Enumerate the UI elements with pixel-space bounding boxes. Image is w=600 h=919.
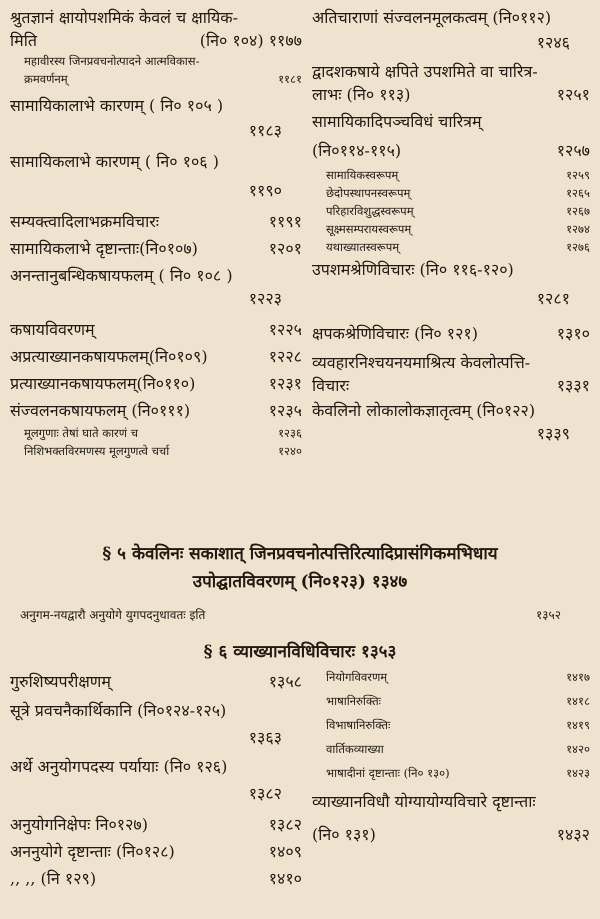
index-entry bbox=[312, 184, 590, 202]
entry-title: (नि०११४-११५) bbox=[312, 141, 402, 160]
index-entry bbox=[10, 119, 302, 142]
entry-page-number: १२०१ bbox=[268, 239, 302, 258]
entry-page-number: १२२३ bbox=[248, 289, 282, 308]
entry-page-number: १२३१ bbox=[268, 374, 302, 393]
entry-title: कषायविवरणम् bbox=[10, 320, 95, 339]
entry-page-number: १३३१ bbox=[556, 376, 590, 395]
entry-page-number: ११९१ bbox=[268, 212, 302, 231]
entry-title: सामायिकालाभे कारणम् ( नि० १०५ ) bbox=[10, 96, 224, 115]
entry-title: क्षपकश्रेणिविचारः (नि० १२१) bbox=[312, 324, 478, 343]
entry-title: गुरुशिष्यपरीक्षणम् bbox=[10, 672, 111, 691]
index-entry bbox=[10, 287, 302, 310]
index-entry bbox=[312, 83, 590, 106]
entry-page-number: १३६३ bbox=[248, 728, 282, 747]
entry-page-number: १२६७ bbox=[566, 204, 590, 218]
entry-page-number: १४३२ bbox=[556, 825, 590, 844]
entry-title: यथाख्यातस्वरूपम् bbox=[326, 240, 400, 254]
index-entry bbox=[10, 264, 302, 287]
entry-title: अनन्तानुबन्धिकषायफलम् ( नि० १०८ ) bbox=[10, 266, 233, 285]
entry-page-number: १३८२ bbox=[268, 815, 302, 834]
entry-page-number: १२२८ bbox=[268, 347, 302, 366]
index-entry bbox=[312, 110, 590, 133]
entry-page-number: १३१० bbox=[556, 324, 590, 343]
entry-page-number: १३३९ bbox=[536, 424, 570, 443]
index-entry bbox=[312, 287, 590, 310]
left-column-bottom bbox=[10, 670, 302, 890]
entry-page-number: १२२५ bbox=[268, 320, 302, 339]
index-entry bbox=[10, 699, 302, 722]
entry-page-number: १३८२ bbox=[248, 784, 282, 803]
entry-title: अर्थे अनुयोगपदस्य पर्यायाः (नि० १२६) bbox=[10, 757, 228, 776]
index-entry bbox=[312, 238, 590, 256]
entry-page-number: ११८३ bbox=[248, 121, 282, 140]
index-entry bbox=[312, 399, 590, 422]
entry-title: सामायिकलाभे कारणम् ( नि० १०६ ) bbox=[10, 152, 219, 171]
entry-title: सम्यक्त्वादिलाभक्रमविचारः bbox=[10, 212, 160, 231]
index-entry bbox=[312, 351, 590, 374]
entry-title: ,, ,, (नि १२९) bbox=[10, 869, 97, 888]
entry-title: सूत्रे प्रवचनैकार्थिकानि (नि०१२४-१२५) bbox=[10, 701, 227, 720]
entry-page-number: १४१७ bbox=[566, 670, 590, 684]
entry-page-number: १४२३ bbox=[566, 766, 590, 780]
entry-page-number: १२८१ bbox=[536, 289, 570, 308]
index-entry bbox=[10, 726, 302, 749]
entry-page-number: १४२० bbox=[566, 742, 590, 756]
section-5-sub-text: अनुगम-नयद्वारौ अनुयोगे युगपदनुधावतः इति bbox=[20, 608, 206, 622]
entry-title: अनुयोगनिक्षेपः नि०१२७) bbox=[10, 815, 148, 834]
index-entry bbox=[10, 52, 302, 70]
index-entry bbox=[312, 31, 590, 54]
entry-title: सामायिकलाभे दृष्टान्ताः(नि०१०७) bbox=[10, 239, 198, 258]
entry-title: सामायिकादिपञ्चविधं चारित्रम् bbox=[312, 112, 482, 131]
entry-page-number: १२३६ bbox=[278, 426, 302, 440]
entry-title: भाषादीनां दृष्टान्ताः (नि० १३०) bbox=[326, 766, 450, 780]
entry-page-number: १२५१ bbox=[556, 85, 590, 104]
section-5-heading-line1: § ५ केवलिनः सकाशात् जिनप्रवचनोत्पत्तिरित्यादिप्रासंगिकमभिधाय bbox=[102, 544, 498, 564]
entry-title: अननुयोगे दृष्टान्ताः (नि०१२८) bbox=[10, 842, 175, 861]
entry-page-number: १३५८ bbox=[268, 672, 302, 691]
index-entry bbox=[312, 322, 590, 345]
entry-title: निशिभक्तविरमणस्य मूलगुणत्वे चर्चा bbox=[24, 444, 170, 458]
index-entry bbox=[312, 668, 590, 686]
entry-page-number: १४०९ bbox=[268, 842, 302, 861]
entry-title: विभाषानिरुक्तिः bbox=[326, 718, 391, 732]
index-entry bbox=[312, 740, 590, 758]
entry-title: उपशमश्रेणिविचारः (नि० ११६-१२०) bbox=[312, 260, 514, 279]
entry-title: वार्तिकव्याख्या bbox=[326, 742, 384, 756]
entry-title: भाषानिरुक्तिः bbox=[326, 694, 381, 708]
entry-title: लाभः (नि० ११३) bbox=[312, 85, 411, 104]
index-entry bbox=[10, 150, 302, 173]
entry-page-number: ११९० bbox=[248, 181, 282, 200]
index-entry bbox=[312, 692, 590, 710]
entry-page-number: १२४० bbox=[278, 444, 302, 458]
index-entry bbox=[10, 867, 302, 890]
index-entry bbox=[312, 6, 590, 29]
entry-page-number: १२७४ bbox=[566, 222, 590, 236]
entry-title: सूक्ष्मसम्परायस्वरूपम् bbox=[326, 222, 412, 236]
section-5-heading-line2: उपोद्घातविवरणम् (नि०१२३) १३४७ bbox=[192, 572, 408, 592]
section-6-heading: § ६ व्याख्यानविधिविचारः १३५३ bbox=[203, 642, 397, 662]
entry-title: मूलगुणाः तेषां घाते कारणं च bbox=[24, 426, 139, 440]
index-entry bbox=[10, 70, 302, 88]
entry-title: द्वादशकषाये क्षपिते उपशमिते वा चारित्र- bbox=[312, 62, 538, 81]
left-column-top bbox=[10, 6, 302, 460]
index-entry bbox=[312, 764, 590, 782]
entry-title: महावीरस्य जिनप्रवचनोत्पादने आत्मविकास- bbox=[24, 54, 200, 68]
index-entry bbox=[312, 258, 590, 281]
entry-page-number: १२३५ bbox=[268, 401, 302, 420]
index-entry bbox=[10, 813, 302, 836]
entry-page-number: १२७६ bbox=[566, 240, 590, 254]
entry-title: प्रत्याख्यानकषायफलम्(नि०११०) bbox=[10, 374, 196, 393]
index-entry bbox=[312, 422, 590, 445]
entry-title: व्याख्यानविधौ योग्यायोग्यविचारे दृष्टान्ताः bbox=[312, 792, 536, 811]
entry-page-number: १२४६ bbox=[536, 33, 570, 52]
index-entry bbox=[312, 60, 590, 83]
right-column-top bbox=[312, 6, 590, 445]
entry-title: विचारः bbox=[312, 376, 350, 395]
right-column-bottom bbox=[312, 668, 590, 846]
index-entry bbox=[10, 424, 302, 442]
entry-title: (नि० १३१) bbox=[312, 825, 376, 844]
index-entry bbox=[10, 755, 302, 778]
index-entry bbox=[312, 716, 590, 734]
entry-title: संज्वलनकषायफलम् (नि०१११) bbox=[10, 401, 191, 420]
index-entry bbox=[312, 202, 590, 220]
index-entry bbox=[312, 139, 590, 162]
entry-title: परिहारविशुद्धस्वरूपम् bbox=[326, 204, 414, 218]
index-entry bbox=[10, 399, 302, 422]
entry-title: मिति bbox=[10, 31, 37, 50]
index-entry bbox=[312, 220, 590, 238]
entry-page-number: १४१८ bbox=[566, 694, 590, 708]
entry-title: सामायिकस्वरूपम् bbox=[326, 168, 399, 182]
entry-title: अतिचाराणां संज्वलनमूलकत्वम् (नि०११२) bbox=[312, 8, 552, 27]
entry-title: क्रमवर्णनम् bbox=[24, 72, 68, 86]
entry-page-number: १२५९ bbox=[566, 168, 590, 182]
entry-page-number: १२६५ bbox=[566, 186, 590, 200]
entry-page-number: (नि० १०४) ११७७ bbox=[199, 31, 302, 50]
index-entry bbox=[10, 237, 302, 260]
index-entry bbox=[10, 210, 302, 233]
entry-page-number: १४१० bbox=[268, 869, 302, 888]
index-entry bbox=[10, 345, 302, 368]
entry-title: छेदोपस्थापनस्वरूपम् bbox=[326, 186, 411, 200]
entry-title: श्रुतज्ञानं क्षायोपशमिकं केवलं च क्षायिक- bbox=[10, 8, 239, 27]
index-entry bbox=[10, 6, 302, 29]
index-entry bbox=[10, 372, 302, 395]
index-entry bbox=[312, 166, 590, 184]
entry-title: नियोगविवरणम् bbox=[326, 670, 388, 684]
index-entry bbox=[312, 374, 590, 397]
index-entry bbox=[10, 94, 302, 117]
entry-page-number: १४१९ bbox=[566, 718, 590, 732]
index-entry bbox=[10, 670, 302, 693]
entry-title: अप्रत्याख्यानकषायफलम्(नि०१०९) bbox=[10, 347, 208, 366]
entry-page-number: ११८१ bbox=[278, 72, 302, 86]
index-entry bbox=[312, 823, 590, 846]
index-entry bbox=[10, 29, 302, 52]
index-entry bbox=[10, 840, 302, 863]
index-entry bbox=[10, 318, 302, 341]
section-5-sub-num: १३५२ bbox=[536, 608, 561, 622]
index-entry bbox=[10, 179, 302, 202]
entry-title: केवलिनो लोकालोकज्ञातृत्वम् (नि०१२२) bbox=[312, 401, 536, 420]
entry-title: व्यवहारनिश्चयनयमाश्रित्य केवलोत्पत्ति- bbox=[312, 353, 531, 372]
index-entry bbox=[10, 782, 302, 805]
index-entry bbox=[312, 790, 590, 813]
index-entry bbox=[10, 442, 302, 460]
entry-page-number: १२५७ bbox=[556, 141, 590, 160]
